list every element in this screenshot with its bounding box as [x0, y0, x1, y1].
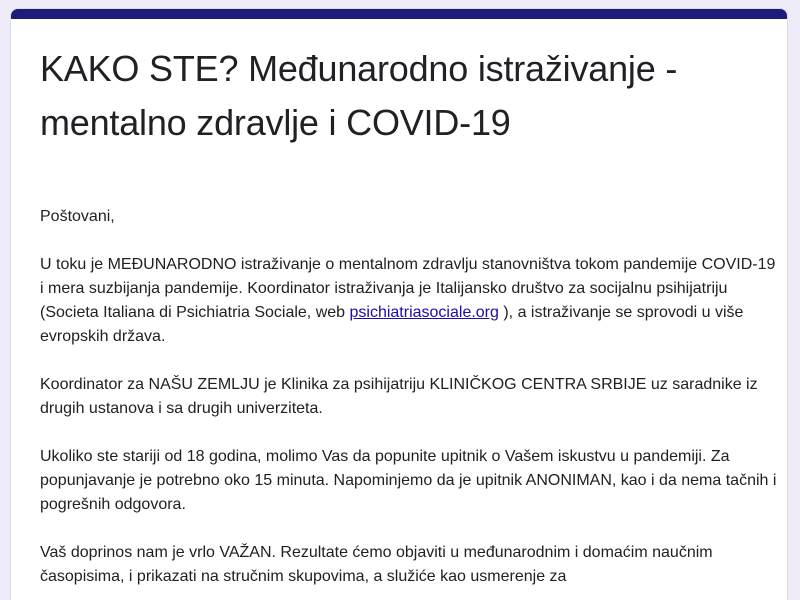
paragraph-1-text-start: U toku je MEĐUNARODNO istraživanje o mentalnom zdravlju stanovništva tokom pandemije COVID-19 i mera suzbijanja pandemije. Koordinator istraživanja je Italijansko društvo za socijalnu psihijatriju (Societa Italiana di Psichiatria Sociale, web	[40, 256, 776, 321]
psichiatriasociale-link[interactable]: psichiatriasociale.org	[349, 304, 499, 321]
greeting-paragraph: Poštovani,	[40, 208, 115, 225]
description-paragraph-3: Ukoliko ste stariji od 18 godina, molimo Vas da popunite upitnik o Vašem iskustvu u pandemiji. Za popunjavanje je potrebno oko 15 minuta. Napominjemo da je upitnik ANONIMAN, kao i da nema tačnih i pogrešnih odgovora.	[40, 448, 777, 513]
form-header-card	[10, 8, 788, 600]
description-paragraph-1	[40, 253, 780, 349]
description-paragraph-2: Koordinator za NAŠU ZEMLJU je Klinika za psihijatriju KLINIČKOG CENTRA SRBIJE uz saradnike iz drugih ustanova i sa drugih univerziteta.	[40, 376, 758, 417]
form-title: KAKO STE? Međunarodno istraživanje - mentalno zdravlje i COVID-19	[40, 48, 678, 143]
description-paragraph-4: Vaš doprinos nam je vrlo VAŽAN. Rezultate ćemo objaviti u međunarodnim i domaćim naučnim časopisima, i prikazati na stručnim skupovima, a služiće kao usmerenje za	[40, 544, 713, 585]
card-accent-bar	[11, 9, 787, 19]
form-description	[40, 205, 780, 600]
paragraph-1-text-end: ), a istraživanje se sprovodi u više evropskih država.	[40, 304, 744, 345]
